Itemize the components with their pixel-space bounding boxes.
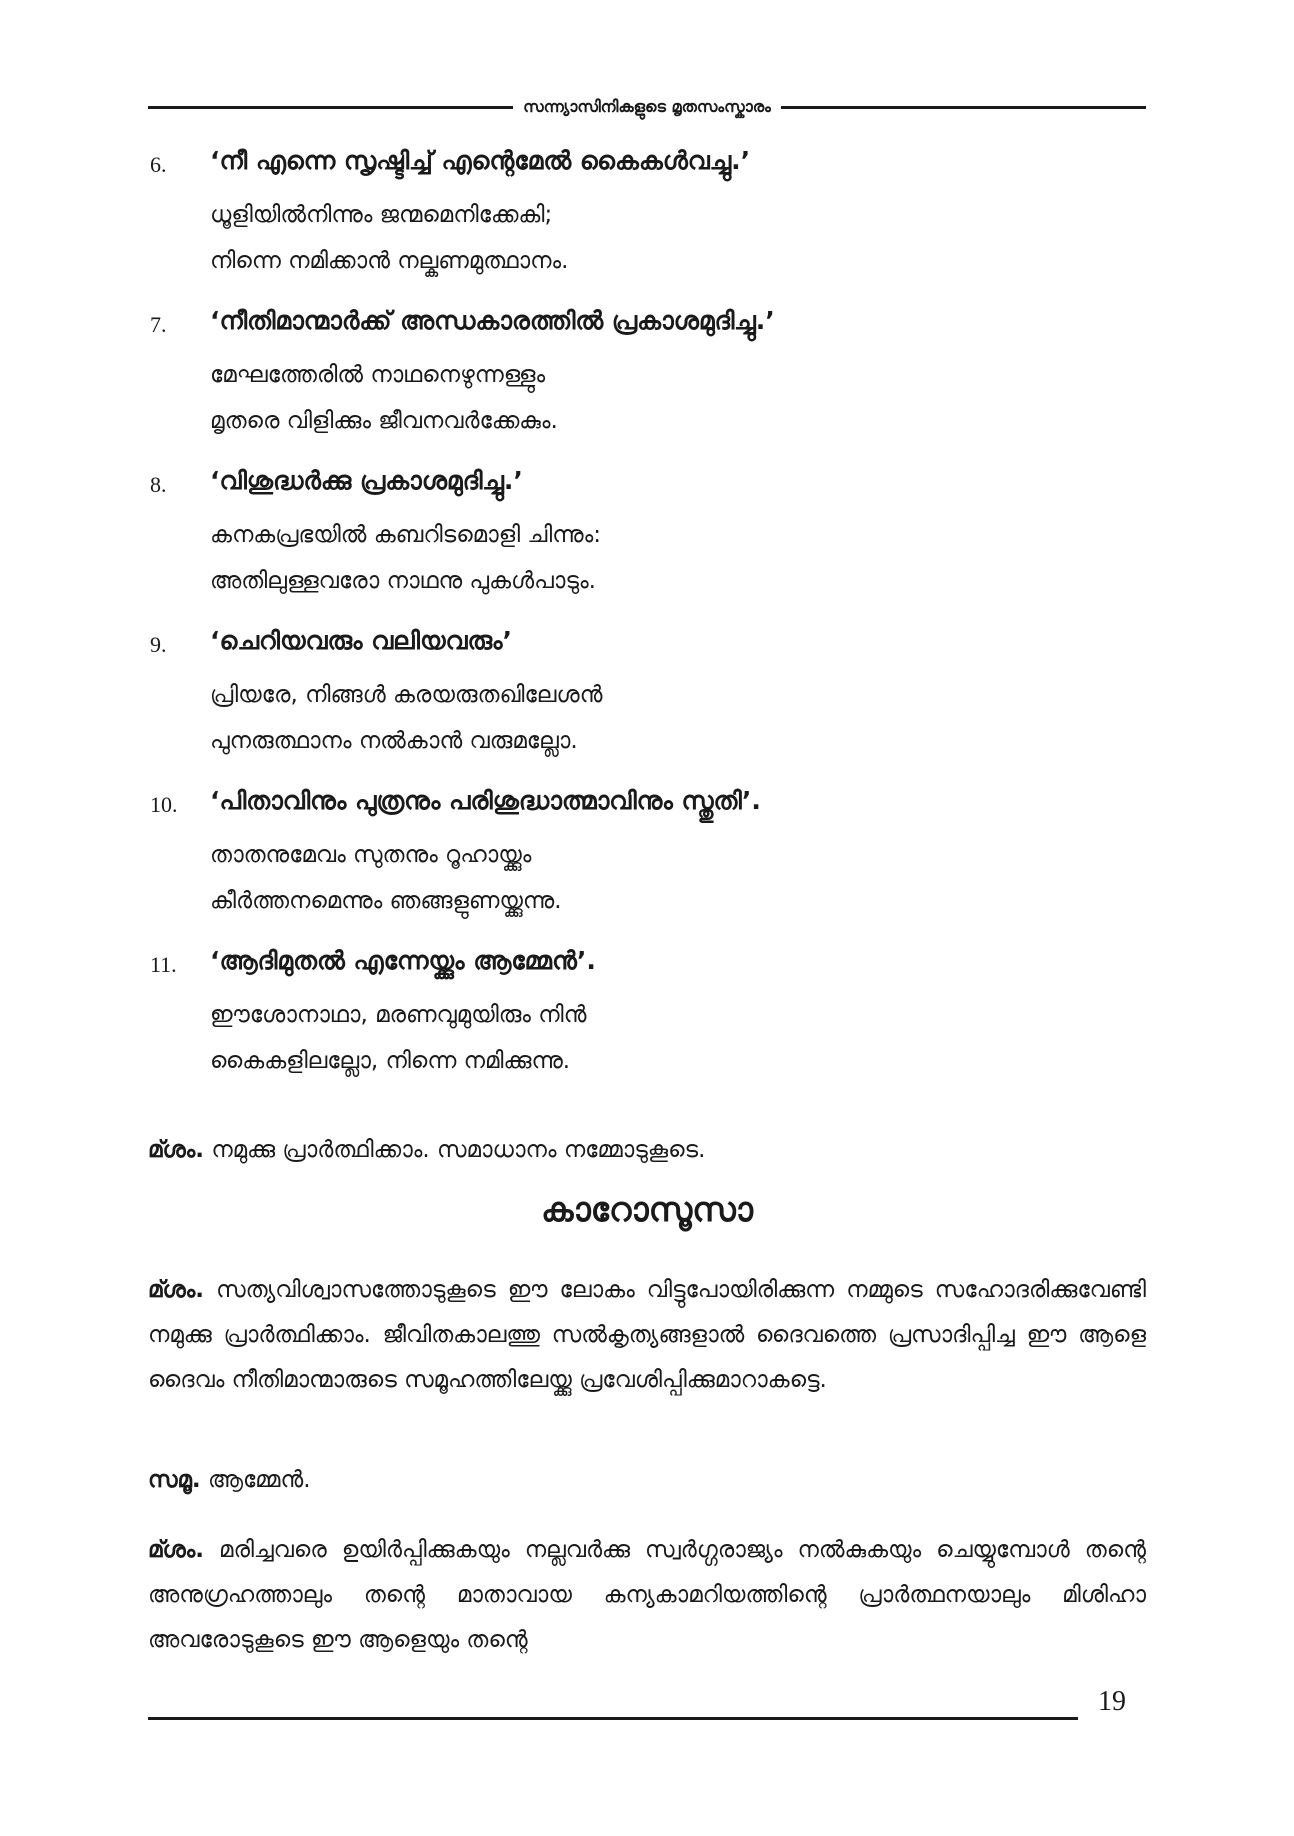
verse-line: കൈകളിലല്ലോ, നിന്നെ നമിക്കുന്നു.	[210, 1048, 571, 1074]
paragraph-karozusa-2	[148, 1528, 1146, 1663]
paragraph-text: സത്യവിശ്വാസത്തോടുകൂടെ ഈ ലോകം വിട്ടുപോയിരിക്കുന്ന നമ്മുടെ സഹോദരിക്കുവേണ്ടി നമുക്കു പ്രാർത്ഥിക്കാം. ജീവിതകാലത്തു സൽകൃത്യങ്ങളാൽ ദൈവത്തെ പ്രസാദിപ്പിച്ച ഈ ആളെ ദൈവം നീതിമാന്മാരുടെ സമൂഹത്തിലേയ്ക്കു പ്രവേശിപ്പിക്കുമാറാകട്ടെ.	[148, 1277, 1146, 1393]
paragraph-text: മരിച്ചവരെ ഉയിർപ്പിക്കുകയും നല്ലവർക്കു സ്വർഗ്ഗരാജ്യം നൽകുകയും ചെയ്യുമ്പോൾ തന്റെ അനുഗ്രഹത്താലും തന്റെ മാതാവായ കന്യകാമറിയത്തിന്റെ പ്രാർത്ഥനയാലും മിശിഹാ അവരോടുകൂടെ ഈ ആളെയും തന്റെ	[148, 1537, 1146, 1653]
header-rule-left	[148, 106, 513, 109]
header-rule-right	[781, 106, 1146, 109]
verse-line: മേഘത്തേരിൽ നാഥനെഴുന്നള്ളും	[210, 362, 546, 388]
verse-line: കനകപ്രഭയിൽ കബറിടമൊളി ചിന്നും:	[210, 522, 602, 548]
speaker-label: മ്ശം.	[148, 1277, 205, 1303]
page-number: 19	[1098, 1686, 1126, 1717]
speaker-label: സമൂ.	[148, 1467, 201, 1493]
verse-line: നിന്നെ നമിക്കാൻ നല്കണമുത്ഥാനം.	[210, 248, 569, 274]
verse-number: 10.	[150, 792, 178, 817]
verse-number: 8.	[150, 472, 167, 497]
verse-item	[150, 942, 1150, 1102]
paragraph-response-amen	[148, 1458, 1146, 1503]
verse-heading: ‘ചെറിയവരും വലിയവരും’	[210, 626, 512, 655]
verse-item	[150, 302, 1150, 462]
verse-heading: ‘ആദിമുതൽ എന്നേയ്ക്കും ആമ്മേൻ’.	[210, 946, 596, 975]
verse-item	[150, 782, 1150, 942]
verse-heading: ‘വിശുദ്ധർക്കു പ്രകാശമുദിച്ചു.’	[210, 466, 523, 495]
verse-heading: ‘നീ എന്നെ സൃഷ്ടിച്ച് എന്റെമേൽ കൈകൾവച്ചു.’	[210, 146, 751, 175]
verse-item	[150, 462, 1150, 622]
verse-number: 7.	[150, 312, 167, 337]
verse-line: കീർത്തനമെന്നും ഞങ്ങളുണയ്ക്കുന്നു.	[210, 888, 562, 914]
footer-rule	[148, 1717, 1078, 1720]
verse-list	[150, 142, 1150, 1102]
verse-item	[150, 142, 1150, 302]
running-title: സന്ന്യാസിനികളുടെ മൃതസംസ്കാരം	[523, 97, 771, 116]
speaker-label: മ്ശം.	[148, 1537, 205, 1563]
verse-item	[150, 622, 1150, 782]
paragraph-prayer-invitation	[148, 1128, 1146, 1173]
verse-heading: ‘നീതിമാന്മാർക്ക് അന്ധകാരത്തിൽ പ്രകാശമുദിച്ചു.’	[210, 306, 775, 335]
verse-line: പ്രിയരേ, നിങ്ങൾ കരയരുതഖിലേശൻ	[210, 682, 603, 708]
paragraph-text: ആമ്മേൻ.	[200, 1467, 311, 1493]
verse-line: പുനരുത്ഥാനം നൽകാൻ വരുമല്ലോ.	[210, 728, 578, 754]
running-header	[148, 92, 1146, 122]
verse-line: താതനുമേവം സുതനും റൂഹായ്ക്കും	[210, 842, 532, 868]
verse-number: 9.	[150, 632, 167, 657]
verse-line: അതിലുള്ളവരോ നാഥനു പുകൾപാടും.	[210, 568, 596, 594]
paragraph-text: നമുക്കു പ്രാർത്ഥിക്കാം. സമാധാനം നമ്മോടുകൂടെ.	[204, 1137, 706, 1163]
verse-line: മൃതരെ വിളിക്കും ജീവനവർക്കേകും.	[210, 408, 558, 434]
section-title: കാറോസൂസാ	[541, 1190, 753, 1230]
verse-line: ധൂളിയിൽനിന്നും ജന്മമെനിക്കേകി;	[210, 202, 553, 228]
verse-number: 6.	[150, 152, 167, 177]
speaker-label: മ്ശം.	[148, 1137, 205, 1163]
verse-line: ഈശോനാഥാ, മരണവുമുയിരും നിൻ	[210, 1002, 587, 1028]
verse-heading: ‘പിതാവിനും പുത്രനും പരിശുദ്ധാത്മാവിനും സ്തുതി’.	[210, 786, 761, 815]
verse-number: 11.	[150, 952, 177, 977]
paragraph-karozusa-1	[148, 1268, 1146, 1403]
